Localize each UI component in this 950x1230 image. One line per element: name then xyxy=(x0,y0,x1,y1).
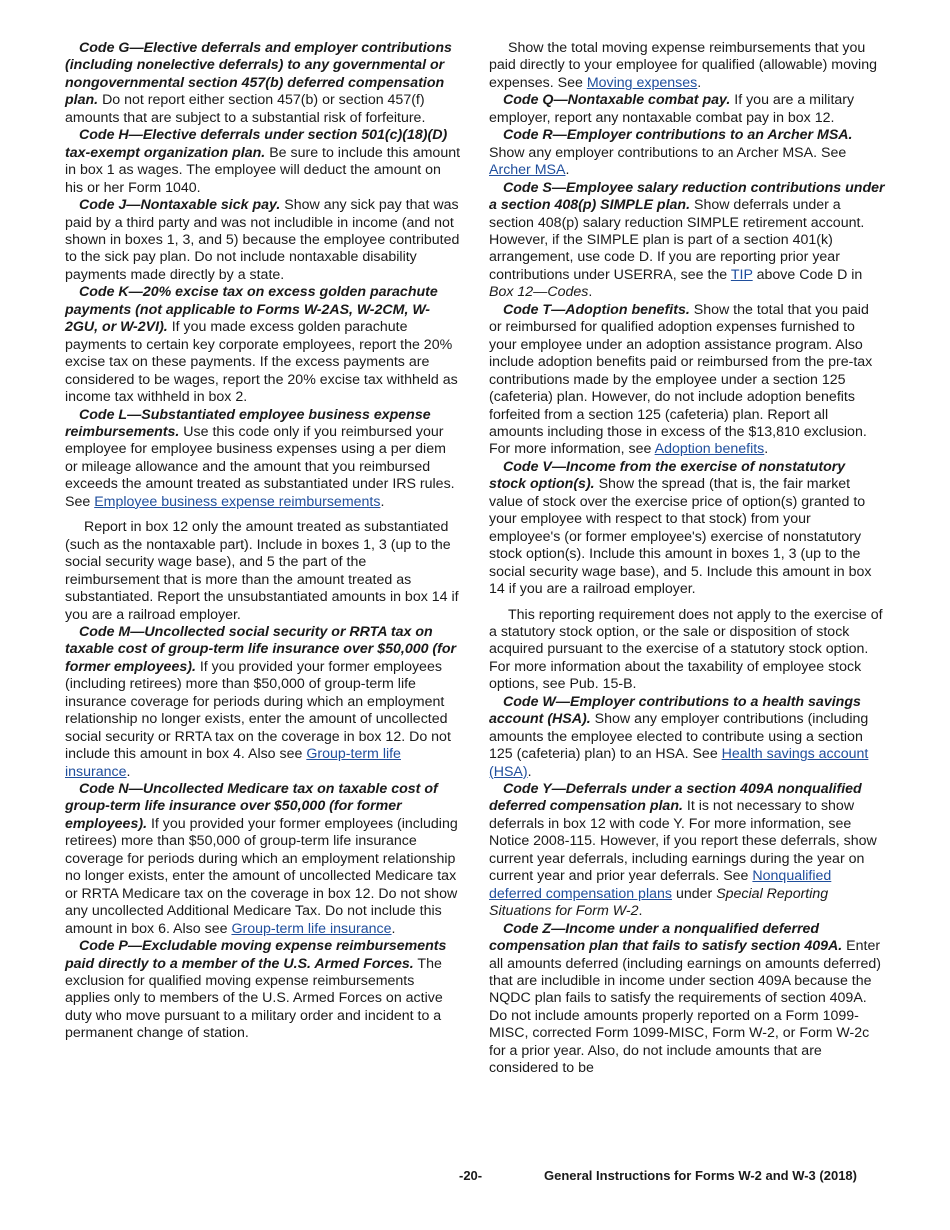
box-12-codes-ref: Box 12—Codes xyxy=(489,284,589,301)
code-t-end: . xyxy=(764,441,769,458)
code-z-text: Enter all amounts deferred (including earnings on amounts deferred) that are includible in income under section 409A because the NQDC plan fails to satisfy the requirements of section 409A. Do not include amounts properly reported on a Form 1099-MISC, corrected Form 1099-MISC, Form W-2, or Form W-2c for a prior year. Also, do not include amounts that are considered to be xyxy=(489,938,881,1077)
code-r-heading: Code R—Employer contributions to an Archer MSA. xyxy=(503,127,853,144)
code-s-text: Show deferrals under a section 408(p) salary reduction SIMPLE retirement account. However, if the SIMPLE plan is part of a section 401(k) arrangement, use code D. If you are reporting prior year contributions under USERRA, see the xyxy=(489,197,865,283)
code-h-heading: Code H—Elective deferrals under section 501(c)(18)(D) tax-exempt organization plan. xyxy=(65,127,448,161)
code-j-text: Show any sick pay that was paid by a third party and was not includible in income (and not shown in boxes 1, 3, and 5) because the employee contributed to the sick pay plan. Do not include nontaxable disability payments made directly by a state. xyxy=(65,197,460,283)
code-r-paragraph xyxy=(489,127,885,179)
code-v-paragraph xyxy=(489,459,885,599)
code-w-end: . xyxy=(527,763,532,780)
code-v-text: Show the spread (that is, the fair market value of stock over the exercise price of option(s) granted to your employee with respect to that stock) from your employee's (or former employee's) exercise of nonstatutory stock option(s). Include this amount in boxes 1, 3 (up to the social security wage base), and 5. Include this amount in box 14 if you are a railroad employer. xyxy=(489,476,872,598)
code-n-heading: Code N—Uncollected Medicare tax on taxable cost of group-term life insurance over $50,000 (for former employees). xyxy=(65,781,438,832)
code-q-paragraph xyxy=(489,92,885,127)
code-p-paragraph xyxy=(65,938,462,1043)
code-m-heading: Code M—Uncollected social security or RRTA tax on taxable cost of group-term life insurance over $50,000 (for former employees). xyxy=(65,623,457,675)
code-h-text: Be sure to include this amount in box 1 as wages. The employee will deduct the amount on his or her Form 1040. xyxy=(65,144,461,196)
code-s-heading: Code S—Employee salary reduction contributions under a section 408(p) SIMPLE plan. xyxy=(489,179,885,214)
code-t-paragraph xyxy=(489,302,885,459)
code-n-paragraph xyxy=(65,781,462,938)
right-column xyxy=(489,40,885,1078)
code-y-text: It is not necessary to show deferrals in box 12 with code Y. For more information, see Notice 2008-115. However, if you report these deferrals, show current year deferrals, including earnings during the year on current year and prior year deferrals. See xyxy=(489,798,877,885)
code-l-paragraph xyxy=(65,407,462,512)
moving-expenses-link[interactable]: Moving expenses xyxy=(586,74,698,91)
code-p-continued xyxy=(489,40,885,92)
code-g-paragraph xyxy=(65,40,462,127)
hsa-link[interactable]: Health savings account (HSA) xyxy=(489,746,869,780)
code-s-paragraph xyxy=(489,180,885,302)
code-y-paragraph xyxy=(489,781,885,921)
code-p-cont-end: . xyxy=(697,74,702,91)
code-s-end: . xyxy=(588,284,593,301)
code-r-text: Show any employer contributions to an Archer MSA. See xyxy=(489,144,847,161)
code-y-mid: under xyxy=(675,885,713,902)
code-k-text: If you made excess golden parachute payments to certain key corporate employees, report the 20% excise tax on these payments. If the excess payments are considered to be wages, report the 20% excise tax withheld as income tax withheld in box 2. xyxy=(65,319,458,406)
employee-business-expense-link[interactable]: Employee business expense reimbursements xyxy=(94,493,381,510)
code-p-text: The exclusion for qualified moving expense reimbursements applies only to members of the U.S. Armed Forces on active duty who move pursuant to a military order and incident to a permanent change of station. xyxy=(65,955,443,1042)
code-l-heading: Code L—Substantiated employee business expense reimbursements. xyxy=(65,406,431,440)
code-m-end: . xyxy=(126,763,131,780)
archer-msa-link[interactable]: Archer MSA xyxy=(489,162,566,179)
code-w-text: Show any employer contributions (including amounts the employee elected to contribute using a section 125 (cafeteria) plan) to an HSA. See xyxy=(489,711,869,763)
code-m-paragraph xyxy=(65,624,462,781)
code-r-end: . xyxy=(565,162,570,179)
tip-link[interactable]: TIP xyxy=(730,266,753,283)
code-v-paragraph-2: This reporting requirement does not apply to the exercise of a statutory stock option, or the sale or disposition of stock acquired pursuant to the exercise of a statutory stock option. For more information about the taxability of employee stock options, see Pub. 15-B. xyxy=(489,606,883,693)
group-term-life-link-n[interactable]: Group-term life insurance xyxy=(231,920,392,937)
code-q-text: If you are a military employer, report any nontaxable combat pay in box 12. xyxy=(489,92,855,126)
code-p-cont-text: Show the total moving expense reimbursements that you paid directly to your employee for qualified (allowable) moving expenses. See xyxy=(489,40,877,91)
code-l-text: Use this code only if you reimbursed your employee for employee business expenses using a per diem or mileage allowance and the amount that you reimbursed exceeds the amount treated as substantiated under IRS rules. See xyxy=(65,423,455,510)
code-k-paragraph xyxy=(65,284,462,406)
nqdc-plans-link[interactable]: Nonqualified deferred compensation plans xyxy=(489,868,832,902)
code-t-text: Show the total that you paid or reimbursed for qualified adoption expenses furnished to your employee under an adoption assistance program. Also include adoption benefits paid or reimbursed from the pre-tax contributions made by the employee under a section 125 (cafeteria) plan. However, do not include adoption benefits forfeited from a section 125 (cafeteria) plan. Report all amounts including those in excess of the $13,810 exclusion. For more information, see xyxy=(489,301,873,458)
left-column xyxy=(65,40,462,1043)
code-p-heading: Code P—Excludable moving expense reimbursements paid directly to a member of the U.S. Armed Forces. xyxy=(65,938,447,972)
code-m-text: If you provided your former employees (including retirees) more than $50,000 of group-term life insurance coverage for periods during which an employment relationship no longer exists, enter the amount of uncollected social security or RRTA tax on the coverage in box 12. Do not include this amount in box 4. Also see xyxy=(65,658,451,763)
code-z-heading: Code Z—Income under a nonqualified deferred compensation plan that fails to satisfy section 409A. xyxy=(489,920,843,955)
special-reporting-ref: Special Reporting Situations for Form W-2 xyxy=(489,885,829,920)
code-g-text: Do not report either section 457(b) or section 457(f) amounts that are subject to a substantial risk of forfeiture. xyxy=(65,92,426,126)
code-h-paragraph xyxy=(65,127,462,197)
code-v-heading: Code V—Income from the exercise of nonstatutory stock option(s). xyxy=(489,458,846,493)
code-l-end: . xyxy=(380,493,385,510)
code-n-text: If you provided your former employees (including retirees) more than $50,000 of group-term life insurance coverage for periods during which an employment relationship no longer exists, enter the amount of uncollected Medicare tax or RRTA Medicare tax on the coverage in box 12. Do not show any uncollected Additional Medicare Tax. Do not include this amount in box 6. Also see xyxy=(65,815,458,937)
code-z-paragraph xyxy=(489,921,885,1078)
code-y-end: . xyxy=(638,903,643,920)
adoption-benefits-link[interactable]: Adoption benefits xyxy=(654,441,765,458)
code-l-paragraph-2: Report in box 12 only the amount treated as substantiated (such as the nontaxable part). Include in boxes 1, 3 (up to the social security wage base), and 5 the part of the reimbursement that is more than the amount treated as substantiated. Report the unsubstantiated amounts in box 14 if you are a railroad employer. xyxy=(65,519,459,623)
code-s-mid: above Code D in xyxy=(756,266,863,283)
code-y-heading: Code Y—Deferrals under a section 409A nonqualified deferred compensation plan. xyxy=(489,781,862,815)
group-term-life-link-m[interactable]: Group-term life insurance xyxy=(65,746,401,780)
code-n-end: . xyxy=(391,920,396,937)
code-j-heading: Code J—Nontaxable sick pay. xyxy=(79,197,281,214)
code-w-heading: Code W—Employer contributions to a health savings account (HSA). xyxy=(489,693,861,728)
code-g-heading: Code G—Elective deferrals and employer contributions (including nonelective deferrals) to any governmental or nongovernmental section 457(b) deferred compensation plan. xyxy=(65,40,452,109)
code-k-heading: Code K—20% excise tax on excess golden parachute payments (not applicable to Forms W-2AS, W-2CM, W-2GU, or W-2VI). xyxy=(65,284,438,336)
page-number: -20- xyxy=(459,1168,483,1183)
code-j-paragraph xyxy=(65,197,462,284)
footer-title: General Instructions for Forms W-2 and W-3 (2018) xyxy=(544,1168,857,1183)
code-w-paragraph xyxy=(489,694,885,781)
code-t-heading: Code T—Adoption benefits. xyxy=(503,301,690,318)
code-q-heading: Code Q—Nontaxable combat pay. xyxy=(503,92,731,109)
